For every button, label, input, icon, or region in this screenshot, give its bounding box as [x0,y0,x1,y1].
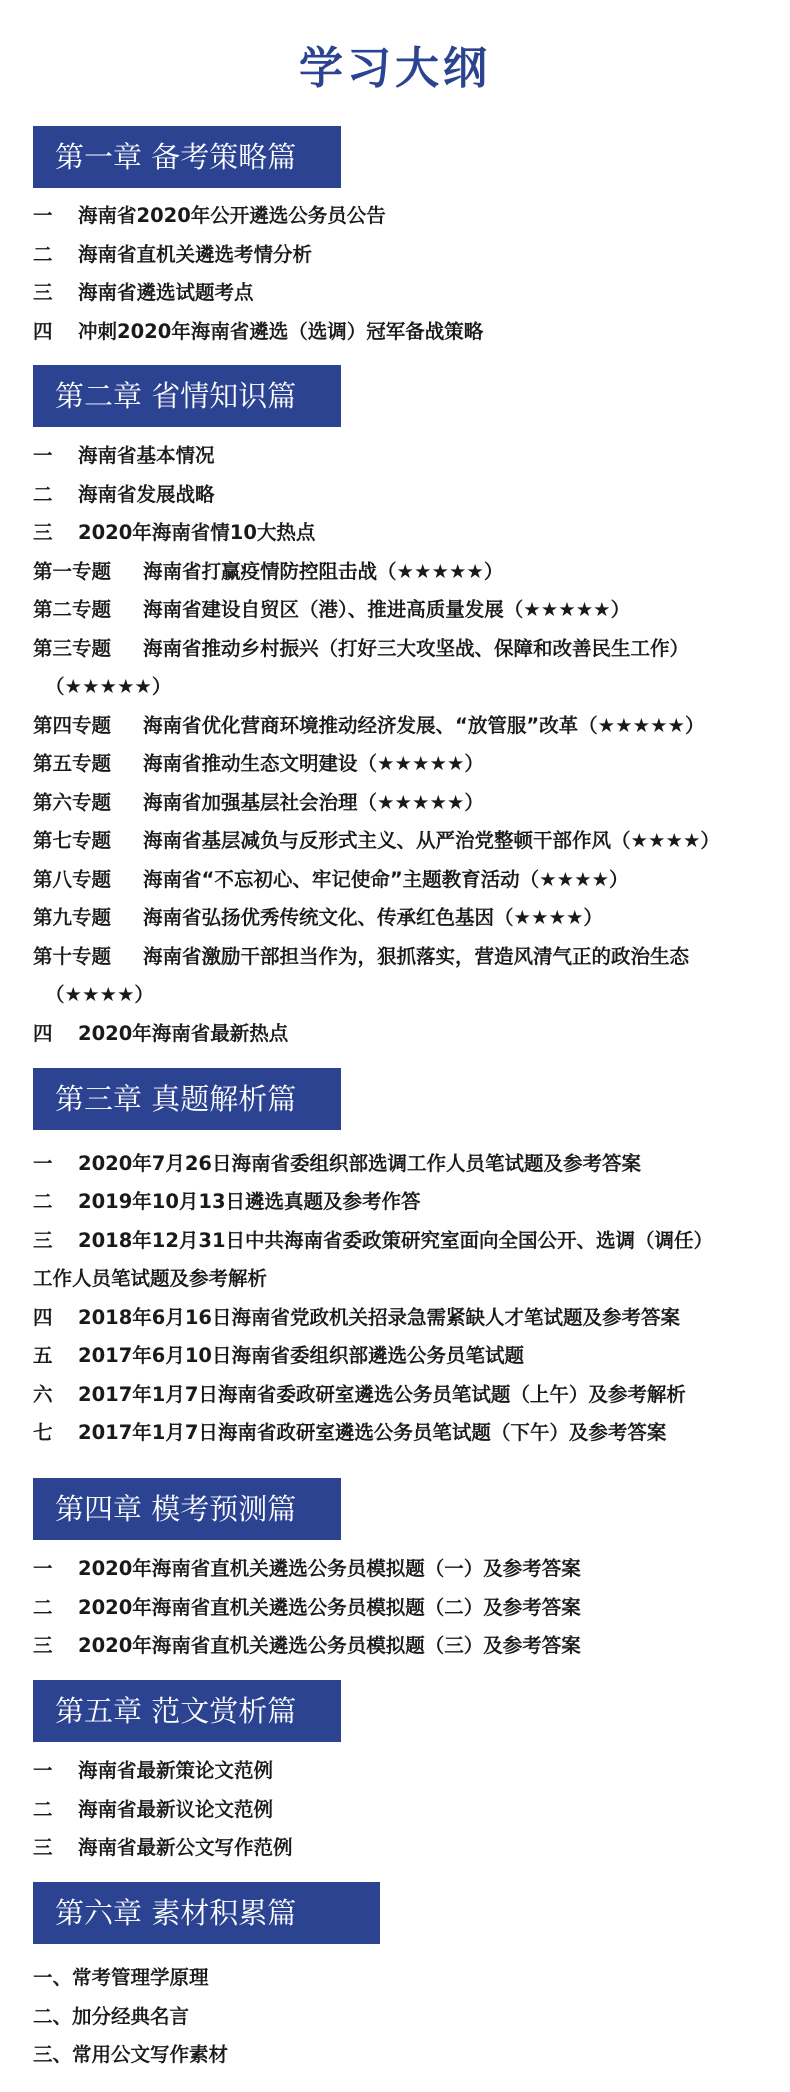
chapter-2-heading: 第二章 省情知识篇 [33,365,341,427]
item-number: 三 [33,1229,53,1252]
list-item [33,1376,773,1415]
topic-number: 第五专题 [33,752,112,775]
list-item [33,1791,773,1830]
topic-text: 海南省激励干部担当作为，狠抓落实，营造风清气正的政治生态 [143,945,690,968]
topic-text: 海南省推动生态文明建设（★★★★★） [143,752,484,775]
item-number: 四 [33,1022,53,1045]
list-item [33,514,773,553]
topic-number: 第七专题 [33,829,112,852]
topic-number: 第六专题 [33,791,112,814]
topic-item [33,707,773,746]
topic-text: 海南省建设自贸区（港）、推进高质量发展（★★★★★） [143,598,631,621]
item-text: 2018年6月16日海南省党政机关招录急需紧缺人才笔试题及参考答案 [78,1306,680,1329]
chapter-5-heading: 第五章 范文赏析篇 [33,1680,341,1742]
topic-item [33,630,773,669]
item-number: 二 [33,483,53,506]
list-item [33,1627,773,1666]
topic-item-continuation: （★★★★） [45,983,154,1006]
item-text: 2019年10月13日遴选真题及参考作答 [78,1190,421,1213]
item-number: 五 [33,1344,53,1367]
topic-item [33,745,773,784]
page-title: 学习大纲 [299,43,491,94]
item-text: 2020年海南省直机关遴选公务员模拟题（二）及参考答案 [78,1596,581,1619]
list-item [33,1550,773,1589]
topic-number: 第二专题 [33,598,112,621]
item-text: 海南省最新公文写作范例 [78,1836,293,1859]
list-item [33,1145,773,1184]
topic-text: 海南省“不忘初心、牢记使命”主题教育活动（★★★★） [143,868,629,891]
item-text: 海南省基本情况 [78,444,215,467]
list-item: 三、常用公文写作素材 [33,2043,229,2066]
list-item: 一、常考管理学原理 [33,1966,209,1989]
list-item [33,1183,773,1222]
item-text: 海南省发展战略 [78,483,215,506]
chapter-3-heading: 第三章 真题解析篇 [33,1068,341,1130]
list-item [33,1299,773,1338]
topic-item [33,591,773,630]
topic-number: 第四专题 [33,714,112,737]
list-item [33,236,773,275]
item-number: 三 [33,1836,53,1859]
item-text: 海南省遴选试题考点 [78,281,254,304]
item-text: 2017年6月10日海南省委组织部遴选公务员笔试题 [78,1344,524,1367]
item-text: 2020年海南省直机关遴选公务员模拟题（三）及参考答案 [78,1634,581,1657]
item-number: 一 [33,1557,53,1580]
item-number: 一 [33,444,53,467]
topic-number: 第八专题 [33,868,112,891]
list-item [33,437,773,476]
topic-item [33,938,773,977]
item-number: 六 [33,1383,53,1406]
item-text: 2017年1月7日海南省委政研室遴选公务员笔试题（上午）及参考解析 [78,1383,686,1406]
topic-text: 海南省基层减负与反形式主义、从严治党整顿干部作风（★★★★） [143,829,720,852]
list-item [33,274,773,313]
topic-item [33,553,773,592]
item-number: 二 [33,1190,53,1213]
list-item [33,1589,773,1628]
list-item [33,1414,773,1453]
item-number: 二 [33,1798,53,1821]
topic-text: 海南省打赢疫情防控阻击战（★★★★★） [143,560,504,583]
chapter-4-heading: 第四章 模考预测篇 [33,1478,341,1540]
item-text: 2020年海南省情10大热点 [78,521,316,544]
item-text: 2020年海南省最新热点 [78,1022,289,1045]
topic-number: 第一专题 [33,560,112,583]
list-item-continuation: 工作人员笔试题及参考解析 [33,1267,268,1290]
item-number: 一 [33,204,53,227]
topic-item [33,822,773,861]
item-text: 2020年海南省直机关遴选公务员模拟题（一）及参考答案 [78,1557,581,1580]
item-text: 2020年7月26日海南省委组织部选调工作人员笔试题及参考答案 [78,1152,641,1175]
topic-number: 第十专题 [33,945,112,968]
item-text: 海南省直机关遴选考情分析 [78,243,313,266]
list-item [33,313,773,352]
topic-item [33,861,773,900]
item-text: 2018年12月31日中共海南省委政策研究室面向全国公开、选调（调任） [78,1229,714,1252]
topic-text: 海南省推动乡村振兴（打好三大攻坚战、保障和改善民生工作） [143,637,690,660]
item-number: 一 [33,1152,53,1175]
item-number: 二 [33,1596,53,1619]
list-item [33,476,773,515]
list-item [33,1222,773,1261]
item-text: 海南省2020年公开遴选公务员公告 [78,204,386,227]
list-item [33,1829,773,1868]
item-number: 二 [33,243,53,266]
item-number: 四 [33,320,53,343]
item-number: 三 [33,521,53,544]
item-text: 冲刺2020年海南省遴选（选调）冠军备战策略 [78,320,484,343]
chapter-1-heading: 第一章 备考策略篇 [33,126,341,188]
list-item [33,1337,773,1376]
topic-item [33,784,773,823]
topic-item [33,899,773,938]
list-item [33,1015,773,1054]
list-item: 二、加分经典名言 [33,2005,190,2028]
topic-text: 海南省弘扬优秀传统文化、传承红色基因（★★★★） [143,906,603,929]
topic-item-continuation: （★★★★★） [45,675,172,698]
item-text: 海南省最新议论文范例 [78,1798,274,1821]
chapter-6-heading: 第六章 素材积累篇 [33,1882,380,1944]
topic-number: 第九专题 [33,906,112,929]
item-number: 七 [33,1421,53,1444]
topic-text: 海南省加强基层社会治理（★★★★★） [143,791,484,814]
topic-number: 第三专题 [33,637,112,660]
list-item [33,1752,773,1791]
item-number: 三 [33,281,53,304]
list-item [33,197,773,236]
item-text: 2017年1月7日海南省政研室遴选公务员笔试题（下午）及参考答案 [78,1421,667,1444]
item-text: 海南省最新策论文范例 [78,1759,274,1782]
item-number: 三 [33,1634,53,1657]
item-number: 一 [33,1759,53,1782]
item-number: 四 [33,1306,53,1329]
topic-text: 海南省优化营商环境推动经济发展、“放管服”改革（★★★★★） [143,714,705,737]
